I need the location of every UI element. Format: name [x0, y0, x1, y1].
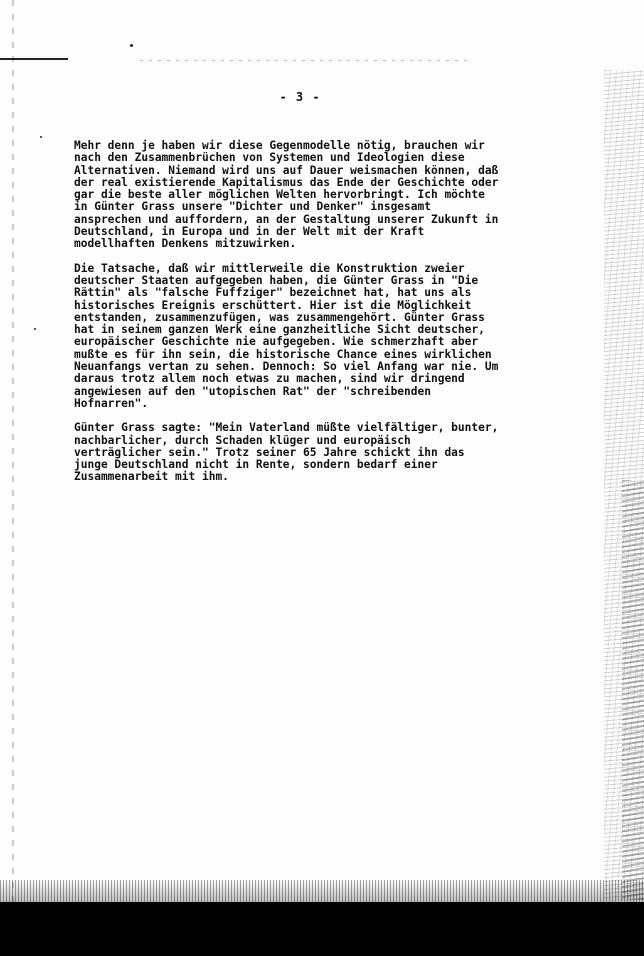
scan-right-edge-shadow [622, 480, 644, 900]
scan-left-edge [12, 0, 14, 956]
paragraph: Günter Grass sagte: "Mein Vaterland müßte vielfältiger, bunter, nachbarlicher, durch Schaden klüger und europäisch verträglicher sein." Trotz seiner 65 Jahre schickt ihn das junge Deutschland nicht in Rente, sondern bedarf einer Zusammenarbeit mit ihm. [74, 421, 499, 484]
scan-top-rule [0, 58, 68, 60]
paragraph: Die Tatsache, daß wir mittlerweile die Konstruktion zweier deutscher Staaten aufgegeben haben, die Günter Grass in "Die Rättin" als "falsche Fuffziger" bezeichnet hat, hat uns als historisches Ereignis erschüttert. Hier ist die Möglichkeit entstanden, zusammenzufügen, was zusammengehört. Günter Grass hat in seinem ganzen Werk eine ganzheitliche Sicht deutscher, europäischer Geschichte nie aufgegeben. Wie schmerzhaft aber mußte es für ihn sein, die historische Chance eines wirklichen Neuanfangs vertan zu sehen. Dennoch: So viel Anfang war nie. Um daraus trotz allem noch etwas zu machen, sind wir dringend angewiesen auf den "utopischen Rat" der "schreibenden Hofnarren". [74, 261, 499, 410]
scan-bottom-bar [0, 902, 644, 956]
body-text [74, 140, 534, 496]
scan-bottom-noise [0, 880, 644, 902]
paragraph: Mehr denn je haben wir diese Gegenmodelle nötig, brauchen wir nach den Zusammenbrüchen von Systemen und Ideologien diese Alternativen. Niemand wird uns auf Dauer weismachen können, daß der real existierende Kapitalismus das Ende der Geschichte oder gar die beste aller möglichen Welten hervorbringt. Ich möchte in Günter Grass unsere "Dichter und Denker" insgesamt ansprechen und auffordern, an der Gestaltung unserer Zukunft in Deutschland, in Europa und in der Welt mit der Kraft modellhaften Denkens mitzuwirken. [74, 139, 499, 251]
scan-speck [34, 328, 36, 330]
scan-speck [40, 136, 42, 138]
scan-speck [130, 44, 133, 47]
scan-top-dotted-rule [140, 60, 470, 61]
page-number: - 3 - [279, 90, 321, 104]
